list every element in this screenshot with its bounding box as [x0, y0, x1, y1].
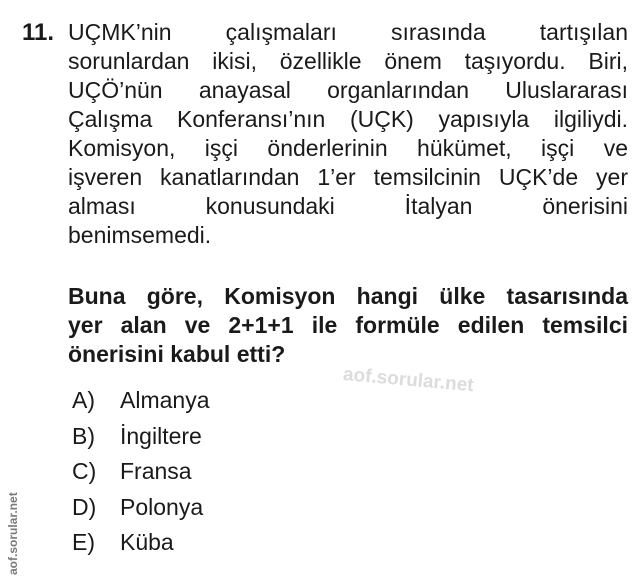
stem-line: benimsemedi. [68, 222, 212, 248]
option-letter: C) [72, 458, 97, 484]
option-text: Küba [120, 529, 174, 555]
answer-options [72, 387, 209, 565]
option-text: Fransa [120, 458, 192, 484]
question-stem [68, 18, 628, 250]
stem-line: Komisyon, işçi önderlerinin hükümet, işçi ve [68, 135, 628, 161]
stem-line: işveren kanatlarından 1’er temsilcinin UÇK’de yer [68, 164, 628, 190]
side-watermark: aof.sorular.net [6, 492, 20, 575]
option-c[interactable] [72, 458, 209, 494]
watermark: aof.sorular.net [342, 364, 475, 397]
prompt-line: önerisini kabul etti? [68, 341, 286, 367]
option-d[interactable] [72, 494, 209, 530]
question-prompt [68, 282, 628, 369]
prompt-line: Buna göre, Komisyon hangi ülke tasarısında [68, 283, 628, 309]
option-b[interactable] [72, 423, 209, 459]
stem-line: alması konusundaki İtalyan önerisini [68, 193, 628, 219]
question-number: 11. [22, 19, 55, 46]
option-text: Polonya [120, 493, 204, 520]
option-letter: B) [72, 422, 95, 449]
option-a[interactable] [72, 387, 209, 423]
stem-line: sorunlardan ikisi, özellikle önem taşıyordu. Biri, [68, 48, 628, 74]
prompt-line: yer alan ve 2+1+1 ile formüle edilen temsilci [68, 312, 628, 338]
option-letter: E) [72, 529, 95, 555]
stem-line: Çalışma Konferansı’nın (UÇK) yapısıyla ilgiliydi. [68, 106, 628, 132]
option-text: Almanya [120, 387, 210, 413]
option-text: İngiltere [120, 422, 202, 449]
stem-line: UÇMK’nin çalışmaları sırasında tartışılan [68, 19, 628, 45]
option-e[interactable] [72, 529, 209, 565]
option-letter: A) [72, 387, 95, 413]
option-letter: D) [72, 493, 97, 520]
stem-line: UÇÖ’nün anayasal organlarından Uluslararası [68, 77, 628, 103]
